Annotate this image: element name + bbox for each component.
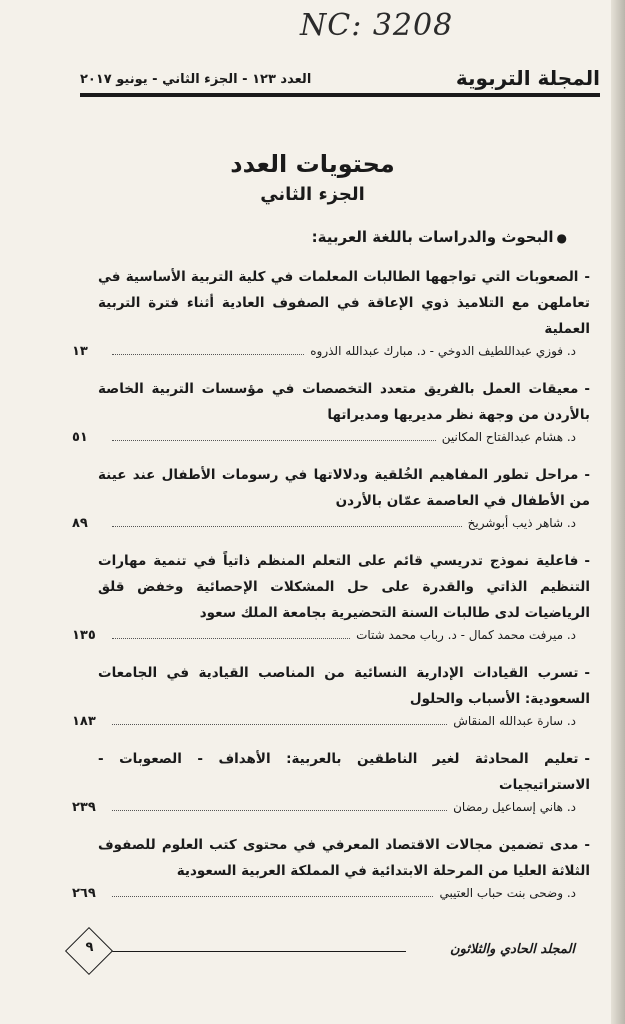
entry-page-number: ١٣ bbox=[72, 344, 88, 359]
toc-entry[interactable] bbox=[72, 376, 590, 445]
dot-leader bbox=[112, 344, 304, 355]
entry-authors: د. فوزي عبداللطيف الدوخي - د. مبارك عبدالله الذروه bbox=[310, 344, 576, 358]
page-subtitle: الجزء الثاني bbox=[260, 184, 365, 205]
entry-authors: د. وضحى بنت حباب العتيبي bbox=[439, 886, 576, 900]
journal-name: المجلة التربوية bbox=[455, 66, 600, 90]
entry-page-number: ١٣٥ bbox=[72, 628, 96, 643]
entry-authors: د. شاهر ذيب أبوشريخ bbox=[467, 516, 576, 530]
entry-title: -معيقات العمل بالفريق متعدد التخصصات في مؤسسات التربية الخاصة بالأردن من وجهة نظر مديريها ومديراتها bbox=[98, 381, 590, 423]
entry-page-number: ٨٩ bbox=[72, 516, 88, 531]
entry-meta bbox=[72, 886, 590, 901]
entry-meta bbox=[72, 430, 590, 445]
entry-authors: د. ميرفت محمد كمال - د. رباب محمد شتات bbox=[356, 628, 576, 642]
entry-dash: - bbox=[584, 837, 590, 853]
entry-title: -فاعلية نموذج تدريسي قائم على التعلم المنظم ذاتياً في تنمية مهارات التنظيم الذاتي والقدرة على حل المشكلات الإحصائية وخفض قلق الرياضيات لدى طالبات السنة التحضيرية بجامعة الملك سعود bbox=[98, 553, 590, 621]
entry-meta bbox=[72, 344, 590, 359]
entry-page-number: ٢٣٩ bbox=[72, 800, 96, 815]
toc-entry[interactable] bbox=[72, 264, 590, 359]
entry-meta bbox=[72, 714, 590, 729]
entry-dash: - bbox=[584, 381, 590, 397]
dot-leader bbox=[112, 628, 350, 639]
page-title: محتويات العدد bbox=[230, 150, 395, 178]
entry-title: -مدى تضمين مجالات الاقتصاد المعرفي في محتوى كتب العلوم للصفوف الثلاثة العليا من المرحلة الابتدائية في المملكة العربية السعودية bbox=[98, 837, 590, 879]
entry-page-number: ١٨٣ bbox=[72, 714, 96, 729]
toc-entry[interactable] bbox=[72, 462, 590, 531]
running-header bbox=[80, 66, 600, 96]
entry-page-number: ٥١ bbox=[72, 430, 88, 445]
handwritten-note: NC: 3208 bbox=[300, 8, 454, 43]
entry-meta bbox=[72, 628, 590, 643]
footer-rule bbox=[106, 951, 406, 952]
entry-authors: د. هشام عبدالفتاح المكانين bbox=[441, 430, 576, 444]
entry-title: -الصعوبات التي تواجهها الطالبات المعلمات في كلية التربية الأساسية في تعاملهن مع التلاميذ ذوي الإعاقة في الصفوف العادية أثناء فترة التربية العملية bbox=[98, 269, 590, 337]
page-number: ٩ bbox=[85, 940, 94, 955]
entry-meta bbox=[72, 800, 590, 815]
entry-dash: - bbox=[584, 751, 590, 767]
entry-authors: د. سارة عبدالله المنقاش bbox=[453, 714, 576, 728]
entry-meta bbox=[72, 516, 590, 531]
bullet-icon: ● bbox=[556, 231, 567, 245]
entry-authors: د. هاني إسماعيل رمضان bbox=[453, 800, 576, 814]
dot-leader bbox=[112, 714, 447, 725]
issue-info: العدد ١٢٣ - الجزء الثاني - يونيو ٢٠١٧ bbox=[80, 72, 312, 87]
entry-dash: - bbox=[584, 467, 590, 483]
dot-leader bbox=[112, 430, 436, 441]
entry-page-number: ٢٦٩ bbox=[72, 886, 96, 901]
entry-dash: - bbox=[584, 553, 590, 569]
toc-entry[interactable] bbox=[72, 832, 590, 901]
entry-dash: - bbox=[584, 665, 590, 681]
volume-label: المجلد الحادي والثلاثون bbox=[450, 942, 575, 957]
entry-title: -تسرب القيادات الإدارية النسائية من المناصب القيادية في الجامعات السعودية: الأسباب والحلول bbox=[98, 665, 590, 707]
dot-leader bbox=[112, 800, 447, 811]
section-heading bbox=[312, 228, 567, 246]
entry-title: -مراحل تطور المفاهيم الخُلقية ودلالاتها في رسومات الأطفال عند عينة من الأطفال في العاصمة عمّان بالأردن bbox=[98, 467, 590, 509]
dot-leader bbox=[112, 516, 462, 527]
section-heading-text: البحوث والدراسات باللغة العربية: bbox=[311, 228, 554, 246]
table-of-contents bbox=[72, 264, 590, 918]
entry-dash: - bbox=[584, 269, 590, 285]
dot-leader bbox=[112, 886, 433, 897]
toc-entry[interactable] bbox=[72, 660, 590, 729]
toc-entry[interactable] bbox=[72, 746, 590, 815]
entry-title: -تعليم المحادثة لغير الناطقين بالعربية: الأهداف - الصعوبات - الاستراتيجيات bbox=[98, 751, 590, 793]
header-rule bbox=[80, 93, 600, 97]
toc-entry[interactable] bbox=[72, 548, 590, 643]
